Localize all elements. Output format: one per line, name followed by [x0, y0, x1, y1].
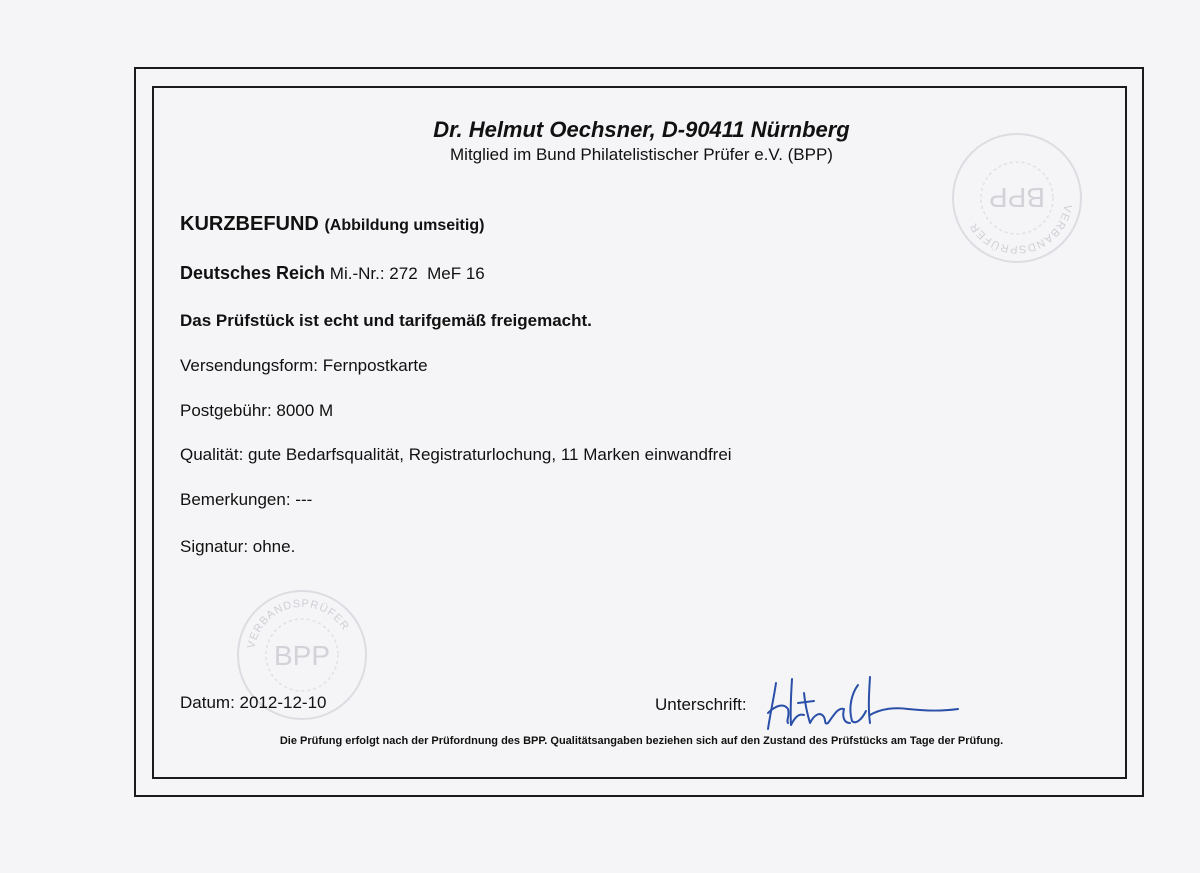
signature-icon: [758, 669, 968, 734]
date-field: Datum: 2012-12-10: [180, 693, 327, 712]
examiner-name: Dr. Helmut Oechsner, D-90411 Nürnberg: [433, 117, 850, 142]
signature-label: Unterschrift:: [655, 695, 747, 714]
field-postgebuehr: Postgebühr: 8000 M: [180, 401, 334, 420]
item-catalog: Mi.-Nr.: 272 MeF 16: [329, 264, 485, 283]
title-note: (Abbildung umseitig): [324, 217, 485, 234]
examiner-membership: Mitglied im Bund Philatelistischer Prüfer e.V. (BPP): [450, 145, 833, 164]
seal-ring-text: VERBANDSPRÜFER: [245, 597, 352, 650]
document-title: [180, 213, 484, 236]
seal-center-text: BPP: [988, 182, 1046, 213]
field-bemerkungen: Bemerkungen: ---: [180, 490, 313, 509]
legal-footnote: Die Prüfung erfolgt nach der Prüfordnung des BPP. Qualitätsangaben beziehen sich auf den Zustand des Prüfstücks am Tage der Prüfung.: [279, 735, 1004, 747]
field-signatur: Signatur: ohne.: [180, 537, 296, 556]
field-qualitaet: Qualität: gute Bedarfsqualität, Registraturlochung, 11 Marken einwandfrei: [180, 445, 732, 464]
item-line: [180, 263, 485, 284]
item-area: Deutsches Reich: [180, 263, 326, 283]
authenticity-statement: Das Prüfstück ist echt und tarifgemäß freigemacht.: [180, 311, 592, 330]
seal-center-text: BPP: [273, 640, 331, 671]
seal-ring-text: VERBANDSPRÜFER: [967, 203, 1074, 256]
title-main: KURZBEFUND: [180, 213, 319, 235]
field-versendungsform: Versendungsform: Fernpostkarte: [180, 356, 428, 375]
